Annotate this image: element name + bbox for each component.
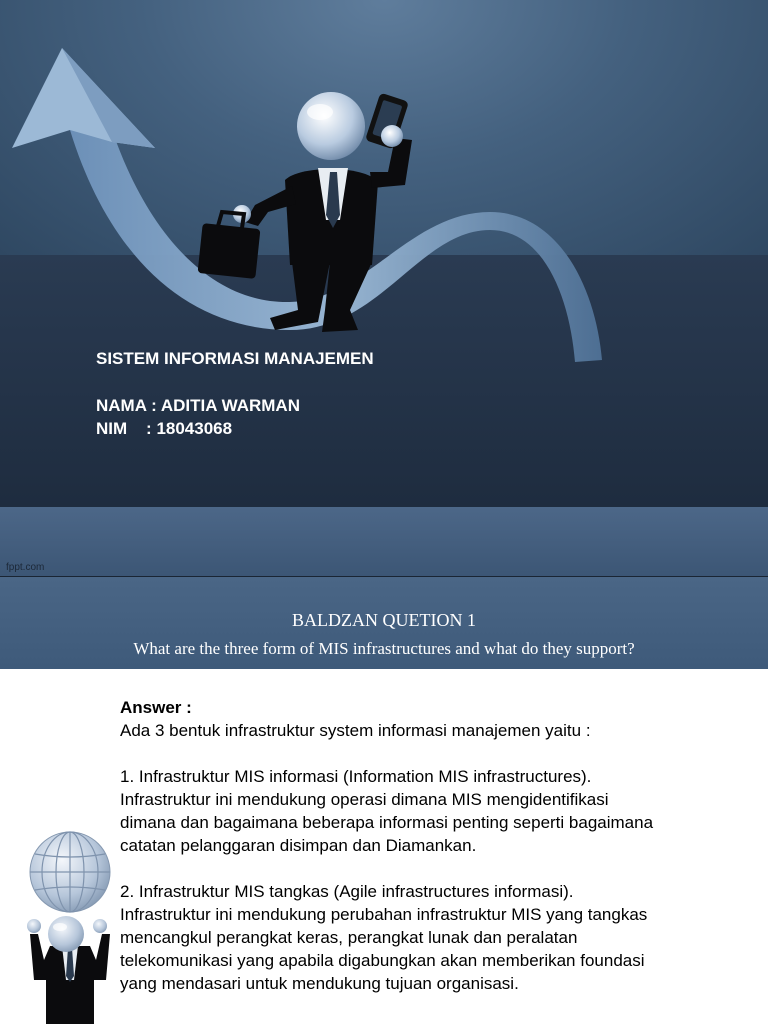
item-title: 2. Infrastruktur MIS tangkas (Agile infrastructures informasi). xyxy=(120,882,574,901)
student-name: NAMA : ADITIA WARMAN xyxy=(96,396,300,415)
answer-intro: Ada 3 bentuk infrastruktur system informasi manajemen yaitu : xyxy=(120,721,591,740)
question-title: BALDZAN QUETION 1 xyxy=(292,610,476,630)
item-line: dimana dan bagaimana beberapa informasi penting seperti bagaimana xyxy=(120,813,654,832)
item-line: telekomunikasi yang apabila digabungkan akan memberikan foundasi xyxy=(120,951,645,970)
item-line: Infrastruktur ini mendukung perubahan infrastruktur MIS yang tangkas xyxy=(120,905,648,924)
item-title: 1. Infrastruktur MIS informasi (Information MIS infrastructures). xyxy=(120,767,592,786)
item-line: Infrastruktur ini mendukung operasi dimana MIS mengidentifikasi xyxy=(120,790,609,809)
slide-background-bottom xyxy=(0,507,768,577)
answer-section xyxy=(120,696,740,995)
template-credit: fppt.com xyxy=(6,562,45,573)
course-title: SISTEM INFORMASI MANAJEMEN xyxy=(96,349,374,368)
globe-businessman-icon xyxy=(20,830,120,1024)
question-slide xyxy=(0,577,768,669)
answer-heading: Answer : xyxy=(120,698,192,717)
student-nim: NIM : 18043068 xyxy=(96,419,233,438)
item-line: catatan pelanggaran disimpan dan Diamankan. xyxy=(120,836,477,855)
question-text: What are the three form of MIS infrastructures and what do they support? xyxy=(133,639,635,658)
item-line: mencangkul perangkat keras, perangkat lunak dan peralatan xyxy=(120,928,578,947)
item-line: yang mendasari untuk mendukung tujuan organisasi. xyxy=(120,974,519,993)
